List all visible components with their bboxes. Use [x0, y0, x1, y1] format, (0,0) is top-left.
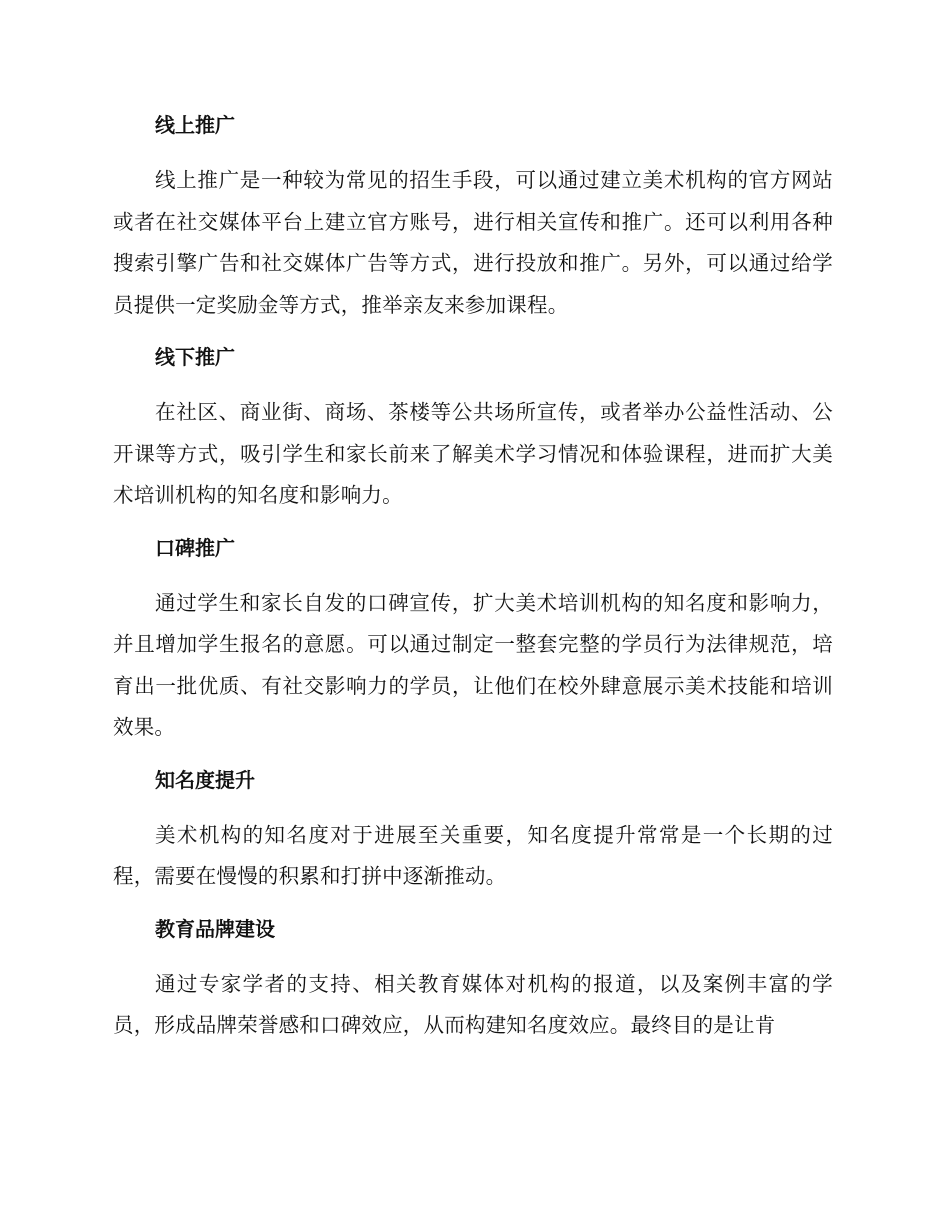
section-heading-online: 线上推广: [155, 113, 235, 137]
section-body-offline: 在社区、商业街、商场、茶楼等公共场所宣传，或者举办公益性活动、公开课等方式，吸引学生和家长前来了解美术学习情况和体验课程，进而扩大美术培训机构的知名度和影响力。: [113, 400, 833, 507]
section-body-word-of-mouth: 通过学生和家长自发的口碑宣传，扩大美术培训机构的知名度和影响力，并且增加学生报名的意愿。可以通过制定一整套完整的学员行为法律规范，培育出一批优质、有社交影响力的学员，让他们在校外肆意展示美术技能和培训效果。: [113, 590, 833, 739]
section-heading-awareness: 知名度提升: [155, 767, 255, 792]
document-page: [113, 104, 833, 1057]
section-heading-brand: 教育品牌建设: [155, 916, 275, 941]
section-body-online: 线上推广是一种较为常见的招生手段，可以通过建立美术机构的官方网站或者在社交媒体平台上建立官方账号，进行相关宣传和推广。还可以利用各种搜索引擎广告和社交媒体广告等方式，进行投放和推广。另外，可以通过给学员提供一定奖励金等方式，推举亲友来参加课程。: [113, 168, 833, 317]
section-body-awareness: 美术机构的知名度对于进展至关重要，知名度提升常常是一个长期的过程，需要在慢慢的积累和打拼中逐渐推动。: [113, 822, 833, 888]
section-heading-word-of-mouth: 口碑推广: [155, 535, 235, 560]
section-heading-offline: 线下推广: [155, 345, 235, 369]
section-body-brand: 通过专家学者的支持、相关教育媒体对机构的报道，以及案例丰富的学员，形成品牌荣誉感和口碑效应，从而构建知名度效应。最终目的是让肯: [113, 971, 833, 1037]
